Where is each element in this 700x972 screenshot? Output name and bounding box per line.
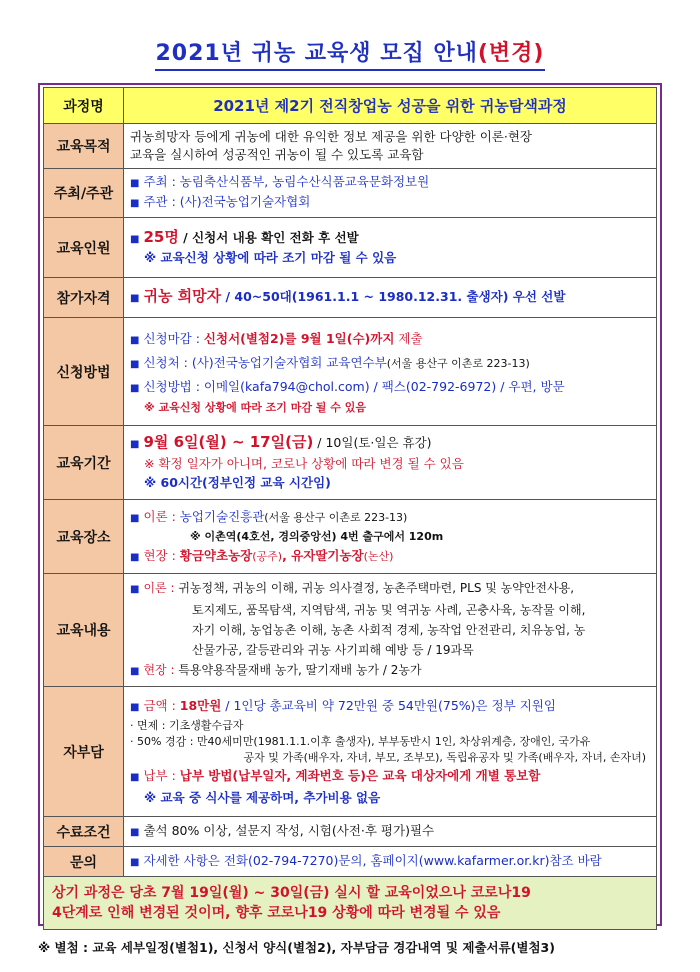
fee-pay-desc: 납부 방법(납부일자, 계좌번호 등)은 교육 대상자에게 개별 통보함 [179, 767, 541, 783]
inquiry-value: 자세한 사항은 전화(02-794-7270)문의, 홈페이지(www.kafarmer.or.kr)참조 바람 [143, 852, 602, 868]
label-host: 주최/주관 [44, 169, 124, 218]
course-name: 2021년 제2기 전직창업농 성공을 위한 귀농탐색과정 [124, 88, 657, 124]
attachments-note: ※ 별첨 : 교육 세부일정(별첨1), 신청서 양식(별첨2), 자부담금 경감내역 및 제출서류(별첨3) [38, 940, 555, 955]
location-field-value2: 유자딸기농장 [291, 547, 364, 563]
fee-pay-prefix: 납부 : [143, 767, 180, 783]
location-field-prefix: 현장 : [143, 547, 180, 563]
fee-exempt: 면제 : 기초생활수급자 [137, 718, 244, 732]
capacity-note: ※ 교육신청 상황에 따라 조기 마감 될 수 있음 [144, 250, 397, 265]
apply-deadline-value: 신청서(별첨2)를 9월 1일(수)까지 [203, 330, 395, 346]
bullet-square-icon: ■ [130, 701, 140, 713]
label-location: 교육장소 [44, 500, 124, 574]
location-field-value1: 황금약초농장 [179, 547, 253, 563]
info-table [43, 87, 657, 930]
apply-deadline-prefix: 신청마감 : [143, 330, 204, 346]
row-contents [44, 574, 657, 687]
apply-place-address: (서울 용산구 이촌로 223-13) [386, 356, 530, 370]
contents-field-desc: 특용약용작물재배 농가, 딸기재배 농가 / 2농가 [178, 663, 422, 677]
contents-theory2: 토지제도, 품목탐색, 지역탐색, 귀농 및 역귀농 사례, 곤충사육, 농작물 이해, [192, 603, 586, 617]
location-field-separator: , [282, 547, 292, 563]
row-location [44, 500, 657, 574]
bullet-square-icon: ■ [130, 584, 140, 595]
label-course: 과정명 [44, 88, 124, 124]
period-note1: ※ 확정 일자가 아니며, 코로나 상황에 따라 변경 될 수 있음 [144, 456, 464, 471]
bullet-square-icon: ■ [130, 358, 140, 370]
label-capacity: 교육인원 [44, 218, 124, 278]
notice-line1: 상기 과정은 당초 7월 19일(월) ~ 30일(금) 실시 할 교육이었으나 코로나19 [52, 885, 531, 901]
apply-place: 신청처 : (사)전국농업기술자협회 교육연수부 [143, 354, 387, 370]
location-theory-value: 농업기술진흥관 [179, 508, 265, 524]
contents-theory4: 산물가공, 갈등관리와 귀농 사기피해 예방 등 / 19과목 [192, 643, 474, 657]
page-title [0, 36, 700, 71]
label-period: 교육기간 [44, 426, 124, 500]
bullet-square-icon: ■ [130, 856, 140, 868]
completion-value: 출석 80% 이상, 설문지 작성, 시험(사전·후 평가)필수 [143, 822, 435, 838]
capacity-desc: / 신청서 내용 확인 전화 후 선발 [178, 230, 359, 245]
contents-theory1: 귀농정책, 귀농의 이해, 귀농 의사결정, 농촌주택마련, PLS 및 농약안전사용, [178, 581, 575, 595]
label-contents: 교육내용 [44, 574, 124, 687]
apply-deadline-suffix: 제출 [394, 330, 423, 346]
label-fee: 자부담 [44, 687, 124, 817]
host-line1: 주최 : 농림축산식품부, 농림수산식품교육문화정보원 [143, 174, 430, 189]
row-inquiry [44, 847, 657, 877]
notice-line2: 4단계로 인해 변경된 것이며, 향후 코로나19 상황에 따라 변경될 수 있음 [52, 905, 501, 921]
capacity-count: 25명 [143, 228, 179, 246]
location-theory-address: (서울 용산구 이촌로 223-13) [264, 510, 408, 524]
bullet-square-icon: ■ [130, 551, 140, 563]
bullet-square-icon: ■ [130, 512, 140, 524]
row-notice [44, 877, 657, 930]
label-purpose: 교육목적 [44, 124, 124, 169]
fee-discount1: 50% 경감 : 만40세미만(1981.1.1.이후 출생자), 부부동반시 1인, 차상위계층, 장애인, 국가유 [137, 734, 591, 748]
dot-icon: · [130, 718, 137, 732]
row-host [44, 169, 657, 218]
location-theory-note: ※ 이촌역(4호선, 경의중앙선) 4번 출구에서 120m [190, 529, 444, 543]
contents-theory-prefix: 이론 : [143, 581, 179, 595]
bullet-square-icon: ■ [130, 198, 140, 209]
fee-amount-prefix: 금액 : [143, 697, 180, 713]
label-completion: 수료조건 [44, 817, 124, 847]
row-period [44, 426, 657, 500]
period-note2: ※ 60시간(정부인정 교육 시간임) [144, 475, 331, 490]
row-apply [44, 318, 657, 426]
purpose-line1: 귀농희망자 등에게 귀농에 대한 유익한 정보 제공을 위한 다양한 이론·현장 [130, 129, 532, 144]
fee-amount-desc: / 1인당 총교육비 약 72만원 중 54만원(75%)은 정부 지원임 [221, 697, 556, 713]
row-capacity [44, 218, 657, 278]
row-purpose [44, 124, 657, 169]
bullet-square-icon: ■ [130, 234, 140, 245]
title-suffix: (변경) [477, 41, 545, 66]
bullet-square-icon: ■ [130, 771, 140, 783]
contents-theory3: 자기 이해, 농업농촌 이해, 농촌 사회적 경제, 농작업 안전관리, 치유농업, 농 [192, 623, 586, 637]
fee-amount: 18만원 [179, 697, 222, 713]
dot-icon: · [130, 734, 137, 748]
eligibility-desc: / 40~50대(1961.1.1 ~ 1980.12.31. 출생자) 우선 선발 [221, 289, 566, 304]
contents-field-prefix: 현장 : [143, 663, 179, 677]
apply-note: ※ 교육신청 상황에 따라 조기 마감 될 수 있음 [144, 400, 366, 414]
row-course [44, 88, 657, 124]
title-main: 2021년 귀농 교육생 모집 안내 [155, 41, 478, 66]
bullet-square-icon: ■ [130, 439, 140, 450]
period-dates: 9월 6일(월) ~ 17일(금) [143, 433, 314, 451]
eligibility-highlight: 귀농 희망자 [143, 287, 222, 305]
bullet-square-icon: ■ [130, 666, 140, 677]
bullet-square-icon: ■ [130, 293, 140, 304]
purpose-line2: 교육을 실시하여 성공적인 귀농이 될 수 있도록 교육함 [130, 147, 424, 162]
location-theory-prefix: 이론 : [143, 508, 180, 524]
location-field-region2: (논산) [363, 549, 394, 563]
row-fee [44, 687, 657, 817]
bullet-square-icon: ■ [130, 334, 140, 346]
row-completion [44, 817, 657, 847]
bullet-square-icon: ■ [130, 826, 140, 838]
location-field-region1: (공주) [252, 549, 283, 563]
row-eligibility [44, 278, 657, 318]
fee-meal-note: ※ 교육 중 식사를 제공하며, 추가비용 없음 [144, 789, 381, 805]
period-dates-suffix: / 10일(토·일은 휴강) [313, 435, 432, 450]
bullet-square-icon: ■ [130, 382, 140, 394]
label-inquiry: 문의 [44, 847, 124, 877]
label-eligibility: 참가자격 [44, 278, 124, 318]
host-line2: 주관 : (사)전국농업기술자협회 [143, 194, 311, 209]
bullet-square-icon: ■ [130, 178, 140, 189]
label-apply: 신청방법 [44, 318, 124, 426]
fee-discount2: 공자 및 가족(배우자, 자녀, 부모, 조부모), 독립유공자 및 가족(배우자, 자녀, 손자녀) [243, 750, 646, 764]
apply-method: 신청방법 : 이메일(kafa794@chol.com) / 팩스(02-792-6972) / 우편, 방문 [143, 378, 565, 394]
